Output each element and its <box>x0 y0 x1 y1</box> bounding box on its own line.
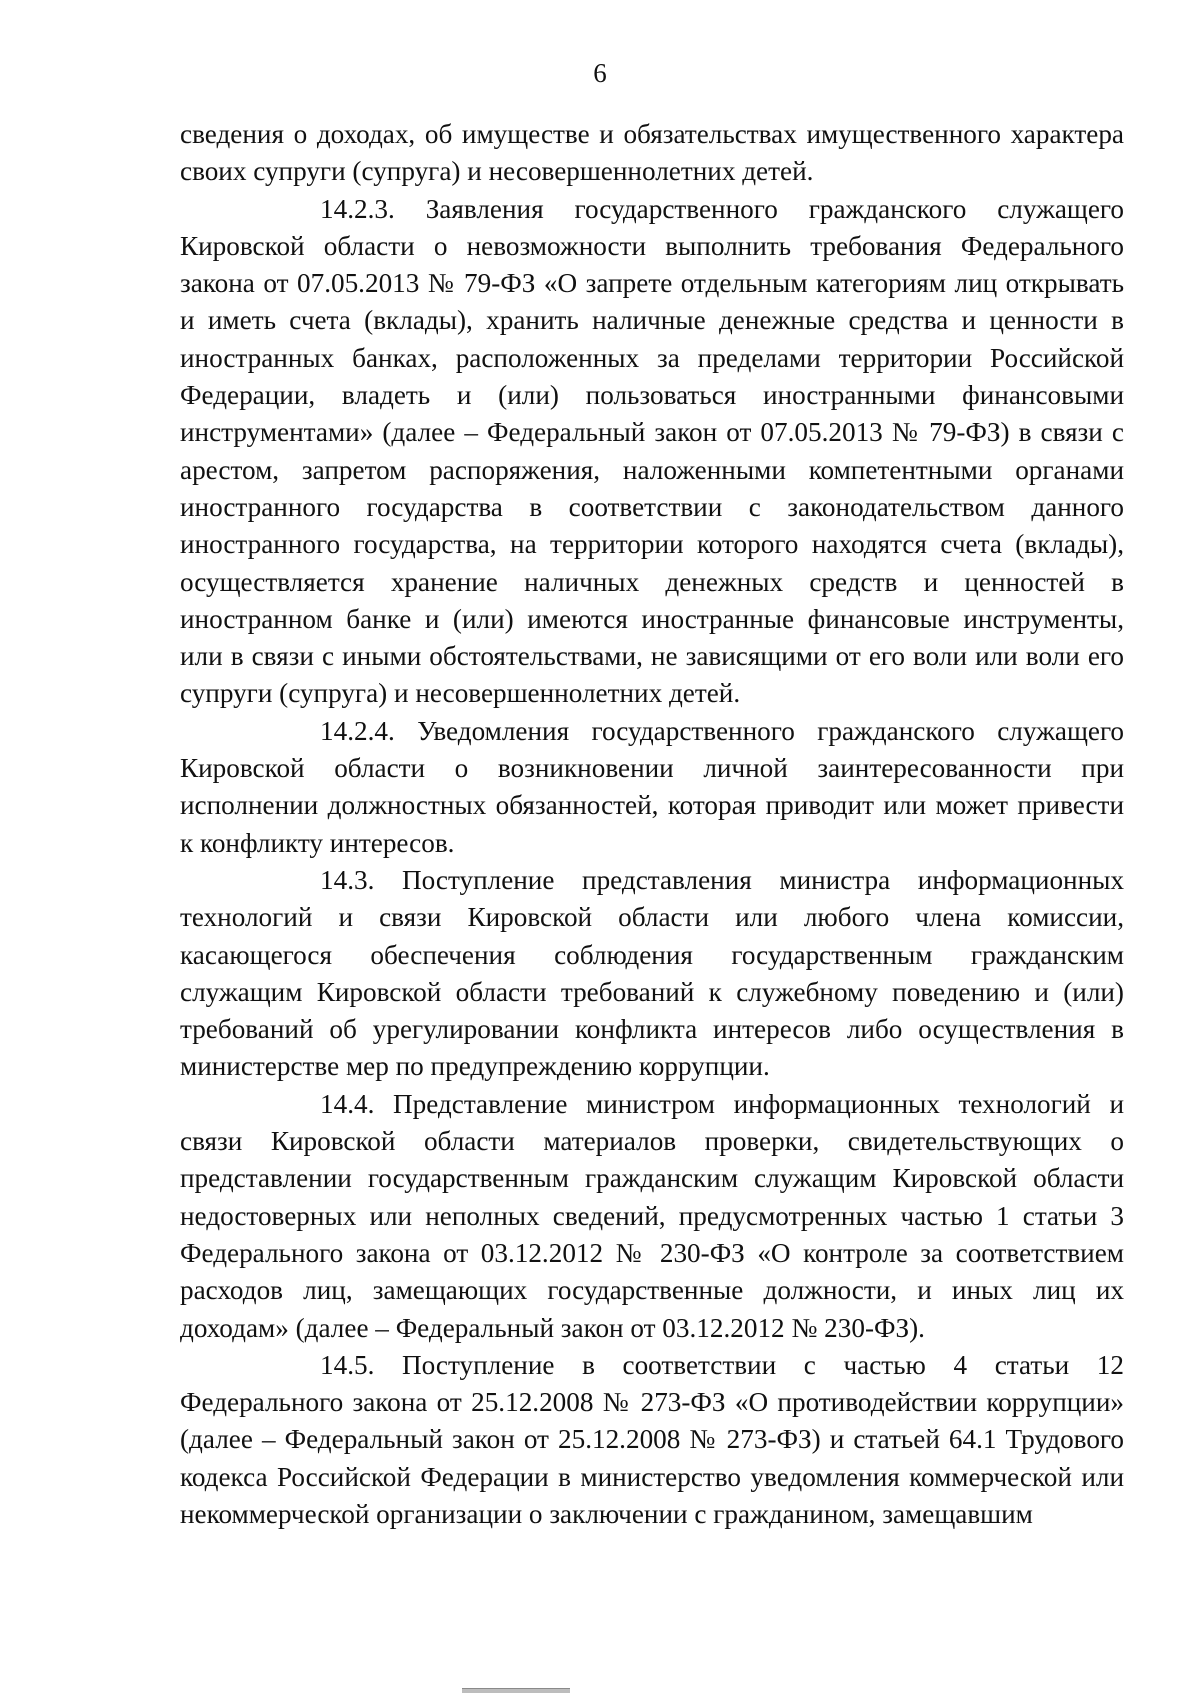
paragraph-continuation <box>180 116 1124 191</box>
paragraph-text: Уведомления государственного гражданского служащего Кировской области о возникновении личной заинтересованности при исполнении должностных обязанностей, которая приводит или может привести к конфликту интересов. <box>180 715 1125 858</box>
paragraph-14-3 <box>180 862 1124 1086</box>
paragraph-text: Поступление представления министра информационных технологий и связи Кировской области или любого члена комиссии, касающегося обеспечения соблюдения государственным гражданским служащим Кировской области требований к служебному поведению и (или) требований об урегулировании конфликта интересов либо осуществления в министерстве мер по предупреждению коррупции. <box>180 864 1125 1082</box>
document-body <box>180 116 1124 1533</box>
paragraph-14-5 <box>180 1347 1124 1533</box>
paragraph-text: Представление министром информационных технологий и связи Кировской области материалов проверки, свидетельствующих о представлении государственным гражданским служащим Кировской области недостоверных или неполных сведений, предусмотренных частью 1 статьи 3 Федерального закона от 03.12.2012 № 230-ФЗ «О контроле за соответствием расходов лиц, замещающих государственные должности, и иных лиц их доходам» (далее – Федеральный закон от 03.12.2012 № 230-ФЗ). <box>180 1088 1125 1343</box>
paragraph-text: Поступление в соответствии с частью 4 статьи 12 Федерального закона от 25.12.2008 № 273-ФЗ «О противодействии коррупции» (далее – Федеральный закон от 25.12.2008 № 273-ФЗ) и статьей 64.1 Трудового кодекса Российской Федерации в министерство уведомления коммерческой или некоммерческой организации о заключении с гражданином, замещавшим <box>180 1349 1124 1529</box>
paragraph-14-4 <box>180 1086 1124 1347</box>
scan-artifact-mark <box>462 1688 570 1693</box>
paragraph-number: 14.2.3. <box>320 193 395 224</box>
paragraph-text: сведения о доходах, об имуществе и обязательствах имущественного характера своих супруги (супруга) и несовершеннолетних детей. <box>180 119 1124 187</box>
paragraph-14-2-4 <box>180 713 1124 862</box>
paragraph-number: 14.5. <box>320 1349 375 1380</box>
paragraph-number: 14.3. <box>320 864 375 895</box>
paragraph-text: Заявления государственного гражданского служащего Кировской области о невозможности выполнить требования Федерального закона от 07.05.2013 № 79-ФЗ «О запрете отдельным категориям лиц открывать и иметь счета (вклады), хранить наличные денежные средства и ценности в иностранных банках, расположенных за пределами территории Российской Федерации, владеть и (или) пользоваться иностранными финансовыми инструментами» (далее – Федеральный закон от 07.05.2013 № 79-ФЗ) в связи с арестом, запретом распоряжения, наложенными компетентными органами иностранного государства в соответствии с законодательством данного иностранного государства, на территории которого находятся счета (вклады), осуществляется хранение наличных денежных средств и ценностей в иностранном банке и (или) имеются иностранные финансовые инструменты, или в связи с иными обстоятельствами, не зависящими от его воли или воли его супруги (супруга) и несовершеннолетних детей. <box>180 193 1125 709</box>
page-number: 6 <box>593 58 607 88</box>
paragraph-14-2-3 <box>180 191 1124 713</box>
paragraph-number: 14.2.4. <box>320 715 395 746</box>
paragraph-number: 14.4. <box>320 1088 375 1119</box>
